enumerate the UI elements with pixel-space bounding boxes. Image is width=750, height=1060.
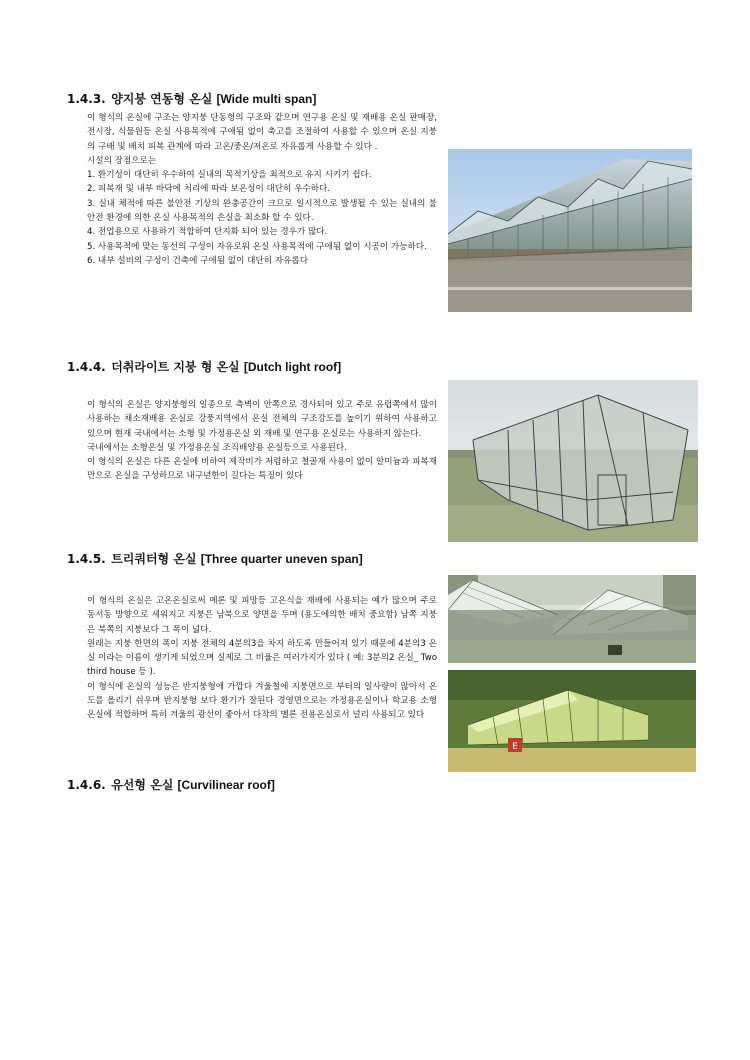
section-title-en: [Curvilinear roof]	[177, 778, 275, 792]
list-item: 3. 실내 체적에 따른 불안전 기상의 완충공간이 크므로 일시적으로 발생될 수 있는 실내의 불안전 환경에 의한 온실 사용목적의 손실을 최소화 할 수 있다.	[87, 198, 437, 224]
paragraph: 이 형식에 온실의 성능은 반지붕형에 가깝다 겨울철에 지붕면으로 부터의 일사량이 많아서 온도를 올리기 쉬우며 반지붕형 보다 환기가 잘된다 경영면으로는 가정용온실이나 학교용 소형온실에 적합하며 특히 겨울의 광선이 좋아서 다작의 멜론 전용온실로서 널리 사용되고 있다	[87, 681, 437, 721]
paragraph: 시설의 장점으로는	[87, 155, 157, 166]
list-item: 2. 피복재 및 내부 바닥에 처리에 따라 보온성이 대단히 우수하다.	[87, 184, 331, 195]
section-body-1-4-4	[87, 398, 437, 484]
three-quarter-greenhouse-photo-bottom	[448, 670, 696, 772]
photo-sign-text: E	[512, 742, 518, 752]
section-title-en: [Dutch light roof]	[243, 360, 342, 374]
section-title-ko: 유선형 온실	[111, 778, 174, 792]
list-item: 6. 내부 설비의 구성이 건축에 구애됨 없이 대단히 자유롭다	[87, 255, 308, 266]
paragraph: 이 형식의 온실에 구조는 양지붕 단동형의 구조와 같으며 연구용 온실 및 재배용 온실 판매장, 전시장, 식물원등 온실 사용목적에 구애됨 없이 축고를 조절하여 사용할 수 있으며 온실 지붕의 구배 및 배치 피복 관계에 따라 고온/중온/저온로 자유롭게 사용할 수 있다 .	[87, 113, 437, 152]
section-heading-1-4-3	[67, 90, 316, 107]
three-quarter-greenhouse-photo-top	[448, 575, 696, 663]
section-heading-1-4-4	[67, 358, 341, 375]
section-heading-1-4-6	[67, 776, 275, 793]
section-number: 1.4.4.	[67, 360, 106, 374]
paragraph: 이 형식의 온실은 양지붕형의 일종으로 측벽이 안쪽으로 경사되어 있고 주로 유럽쪽에서 많이 사용하는 채소재배용 온실로 강풍지역에서 온실 전체의 구조강도를 높이기 위하여 사용하고 있으며 현재 국내에서는 소형 및 가정용온실 외 재배 및 연구용 온실로는 사용하지 않는다.	[87, 400, 437, 439]
paragraph: 이 형식의 온실은 고온온실로써 메론 및 피망등 고온식을 재배에 사용되는 예가 많으며 주로 동서동 방향으로 세워지고 지붕은 남북으로 양면을 두며 (용도에의한 배치 중요함) 남쪽 지붕은 북쪽의 지붕보다 그 폭이 넓다.	[87, 596, 437, 635]
section-body-1-4-5	[87, 594, 437, 723]
paragraph: 국내에서는 소형온실 및 가정용온실 조직배양용 온실등으로 사용된다.	[87, 442, 347, 453]
section-title-en: [Three quarter uneven span]	[200, 552, 363, 566]
list-item: 1. 환기성이 대단히 우수하여 실내의 목적기상을 최적으로 유지 시키기 쉽다.	[87, 170, 372, 181]
section-title-ko: 양지붕 연동형 온실	[111, 92, 213, 106]
section-number: 1.4.6.	[67, 778, 106, 792]
section-heading-1-4-5	[67, 550, 363, 567]
section-number: 1.4.3.	[67, 92, 106, 106]
paragraph: 이 형식의 온실은 다른 온실에 비하여 제작비가 저렴하고 철골재 사용이 없이 알미늄과 피복재만으로 온실을 구성하므로 내구년한이 길다는 특징이 있다	[87, 457, 437, 482]
section-title-ko: 더취라이트 지붕 형 온실	[111, 360, 240, 374]
section-title-en: [Wide multi span]	[216, 92, 317, 106]
section-body-1-4-3	[87, 111, 437, 268]
wide-multi-span-greenhouse-photo	[448, 149, 692, 312]
list-item: 5. 사용목적에 맞는 동선의 구성이 자유로워 온실 사용목적에 구애됨 없이 시공이 가능하다.	[87, 241, 427, 252]
section-title-ko: 트리쿼터형 온실	[111, 552, 197, 566]
paragraph: 원래는 지붕 한면의 폭이 지붕 전체의 4분의3을 차지 하도록 만들어져 있기 때문에 4분의3 온실 이라는 이름이 생기게 되었으며 실제로 그 비율은 여러가지가 있다 ( 예: 3분의2 온실_ Two third house 등 ).	[87, 638, 437, 678]
list-item: 4. 전업용으로 사용하기 적합하여 단지화 되어 있는 경우가 많다.	[87, 227, 328, 238]
dutch-light-roof-greenhouse-photo	[448, 380, 698, 542]
section-number: 1.4.5.	[67, 552, 106, 566]
